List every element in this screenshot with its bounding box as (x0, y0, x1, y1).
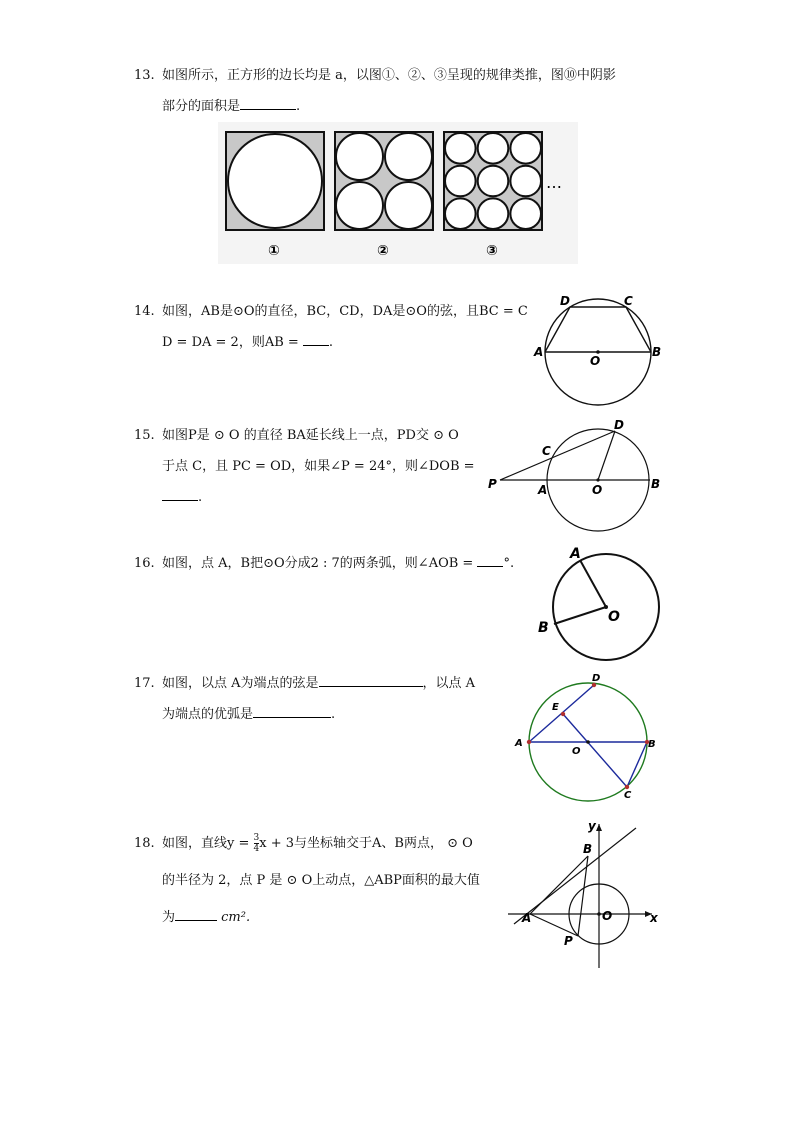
question-end: . (296, 99, 301, 114)
label-A: A (515, 738, 523, 749)
answer-blank[interactable] (303, 331, 329, 346)
label-B: B (583, 842, 593, 856)
question-14 (134, 296, 532, 358)
figure-17 (508, 670, 668, 806)
square-figure-3 (444, 132, 542, 230)
question-text-line1: 如图，点 A，B把⊙O分成2 : 7的两条弧，则∠AOB = (162, 556, 478, 571)
unit: cm². (221, 910, 251, 925)
question-16 (134, 548, 532, 579)
label-P: P (564, 934, 573, 948)
question-text-line2: D = DA = 2，则AB = (162, 335, 303, 350)
question-text-line2: 为端点的优弧是 (162, 707, 254, 722)
question-number: 15. (134, 428, 155, 443)
caption-2: ② (377, 243, 389, 259)
question-18 (134, 828, 512, 933)
label-D: D (614, 418, 624, 432)
answer-blank[interactable] (477, 552, 503, 567)
label-O: O (602, 909, 613, 923)
ellipsis: … (546, 173, 562, 192)
question-text-line2: 部分的面积是 (162, 99, 241, 114)
label-x: x (650, 911, 658, 925)
question-text-line3: 为 (162, 910, 176, 925)
question-13 (134, 60, 682, 122)
question-end: °. (503, 556, 515, 571)
label-y: y (588, 819, 596, 833)
label-B: B (651, 477, 661, 491)
label-A: A (538, 483, 548, 497)
label-O: O (572, 746, 581, 757)
question-number: 13. (134, 68, 155, 83)
answer-blank[interactable] (175, 906, 217, 921)
answer-blank[interactable] (162, 486, 198, 501)
question-number: 17. (134, 676, 155, 691)
label-B: B (652, 345, 662, 359)
caption-3: ③ (486, 243, 498, 259)
question-text-line1: 如图P是 ⊙ O 的直径 BA延长线上一点，PD交 ⊙ O (162, 428, 459, 443)
label-C: C (542, 444, 551, 458)
question-15: 15. 如图P是 ⊙ O 的直径 BA延长线上一点，PD交 ⊙ O 于点 C，且 PC = OD，如果∠P = 24°，则∠DOB = . (162, 420, 482, 513)
answer-blank[interactable] (240, 95, 296, 110)
caption-1: ① (268, 243, 280, 259)
question-17 (134, 668, 512, 730)
label-D: D (592, 673, 601, 684)
label-D: D (560, 294, 570, 308)
label-C: C (624, 294, 633, 308)
question-number: 18. (134, 836, 155, 851)
label-P: P (488, 477, 497, 491)
figure-15 (484, 418, 668, 534)
fraction: $\frac{3}{4}$ (253, 833, 260, 854)
question-text-line1b: x + 3与坐标轴交于A、B两点， ⊙ O (259, 836, 473, 851)
label-A: A (570, 546, 581, 562)
label-A: A (522, 911, 532, 925)
label-B: B (538, 620, 549, 636)
answer-blank-1[interactable] (319, 672, 423, 687)
question-text-line1a: 如图，直线y = (162, 836, 254, 851)
question-end: . (328, 335, 334, 350)
question-number: 14. (134, 304, 155, 319)
figure-14 (532, 290, 668, 408)
label-O: O (590, 354, 601, 368)
question-text-line1: 如图，AB是⊙O的直径，BC，CD，DA是⊙O的弦，且BC = C (162, 304, 528, 319)
figure-13 (218, 122, 578, 264)
question-text-line2: 于点 C，且 PC = OD，如果∠P = 24°，则∠DOB = (162, 459, 475, 474)
figure-16 (532, 540, 668, 670)
question-text-line2: 的半径为 2，点 P 是 ⊙ O上动点，△ABP面积的最大值 (162, 873, 480, 888)
question-text-line1: 如图所示，正方形的边长均是 a，以图①、②、③呈现的规律类推，图⑩中阴影 (162, 68, 616, 83)
square-figure-1 (226, 132, 324, 230)
label-O: O (592, 483, 603, 497)
label-B: B (648, 739, 656, 750)
label-C: C (624, 790, 632, 801)
question-number: 16. (134, 556, 155, 571)
label-E: E (552, 702, 559, 713)
square-figure-2 (335, 132, 433, 230)
question-end: . (331, 707, 336, 722)
question-text-mid: ，以点 A (422, 676, 476, 691)
question-text-line1: 如图，以点 A为端点的弦是 (162, 676, 319, 691)
answer-blank-2[interactable] (253, 703, 331, 718)
figure-18 (504, 818, 668, 972)
label-A: A (534, 345, 544, 359)
label-O: O (608, 609, 620, 625)
